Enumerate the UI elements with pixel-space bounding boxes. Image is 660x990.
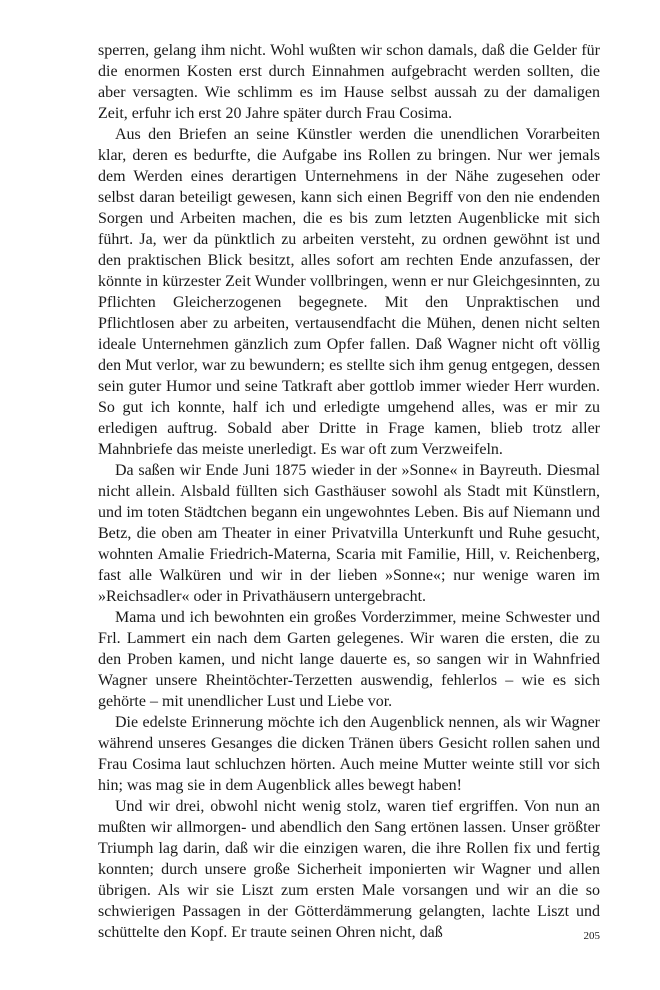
paragraph: Die edelste Erinnerung möchte ich den Augenblick nennen, als wir Wagner während unseres Gesanges die dicken Tränen übers Gesicht rollen sahen und Frau Cosima laut schluchzen hörten. Auch meine Mutter weinte still vor sich hin; was mag sie in dem Augenblick alles bewegt haben!	[98, 714, 600, 794]
page-number: 205	[583, 930, 600, 942]
paragraph: Da saßen wir Ende Juni 1875 wieder in der »Sonne« in Bayreuth. Diesmal nicht allein. Alsbald füllten sich Gasthäuser sowohl als Stadt mit Künstlern, und im toten Städtchen begann ein ungewohntes Leben. Bis auf Niemann und Betz, die oben am Theater in einer Privatvilla Unterkunft und Ruhe gesucht, wohnten Amalie Friedrich-Materna, Scaria mit Familie, Hill, v. Reichenberg, fast alle Walküren und wir in der lieben »Sonne«; nur wenige waren im »Reichsadler« oder in Privathäusern untergebracht.	[98, 462, 600, 605]
paragraph: Mama und ich bewohnten ein großes Vorderzimmer, meine Schwester und Frl. Lammert ein nach dem Garten gelegenes. Wir waren die ersten, die zu den Proben kamen, und nicht lange dauerte es, so sangen wir in Wahnfried Wagner unsere Rheintöchter-Terzetten auswendig, fehlerlos – wie es sich gehörte – mit unendlicher Lust und Liebe vor.	[98, 609, 600, 710]
paragraph-continuation: sperren, gelang ihm nicht. Wohl wußten wir schon damals, daß die Gelder für die enormen Kosten erst durch Einnahmen aufgebracht werden sollten, die aber versagten. Wie schlimm es im Hause selbst aussah zu der damaligen Zeit, erfuhr ich erst 20 Jahre später durch Frau Cosima.	[98, 42, 600, 122]
paragraph: Und wir drei, obwohl nicht wenig stolz, waren tief ergriffen. Von nun an mußten wir allmorgen- und abendlich den Sang ertönen lassen. Unser größter Triumph lag darin, daß wir die einzigen waren, die ihre Rollen fix und fertig konnten; durch unsere große Sicherheit imponierten wir Wagner und allen übrigen. Als wir sie Liszt zum ersten Male vorsangen und wir an die so schwierigen Passagen in der Götterdämmerung gelangten, lachte Liszt und schüttelte den Kopf. Er traute seinen Ohren nicht, daß	[98, 798, 600, 941]
page-body	[98, 40, 600, 943]
paragraph: Aus den Briefen an seine Künstler werden die unendlichen Vorarbeiten klar, deren es bedurfte, die Aufgabe ins Rollen zu bringen. Nur wer jemals dem Werden eines derartigen Unternehmens in der Nähe zugesehen oder selbst daran beteiligt gewesen, kann sich einen Begriff von den nie endenden Sorgen und Arbeiten machen, die es bis zum letzten Augenblicke mit sich führt. Ja, wer da pünktlich zu arbeiten versteht, zu ordnen gewöhnt ist und den praktischen Blick besitzt, alles sofort am rechten Ende anzufassen, der könnte in kürzester Zeit Wunder vollbringen, wenn er nur Gleichgesinnten, zu Pflichten Gleicherzogenen begegnete. Mit den Unpraktischen und Pflichtlosen aber zu arbeiten, vertausendfacht die Mühen, denen nicht selten ideale Unternehmen gänzlich zum Opfer fallen. Daß Wagner nicht oft völlig den Mut verlor, war zu bewundern; es stellte sich ihm genug entgegen, dessen sein guter Humor und seine Tatkraft aber gottlob immer wieder Herr wurden. So gut ich konnte, half ich und erledigte umgehend alles, was er mir zu erledigen auftrug. Sobald aber Dritte in Frage kamen, blieb trotz aller Mahnbriefe das meiste unerledigt. Es war oft zum Verzweifeln.	[98, 126, 600, 458]
